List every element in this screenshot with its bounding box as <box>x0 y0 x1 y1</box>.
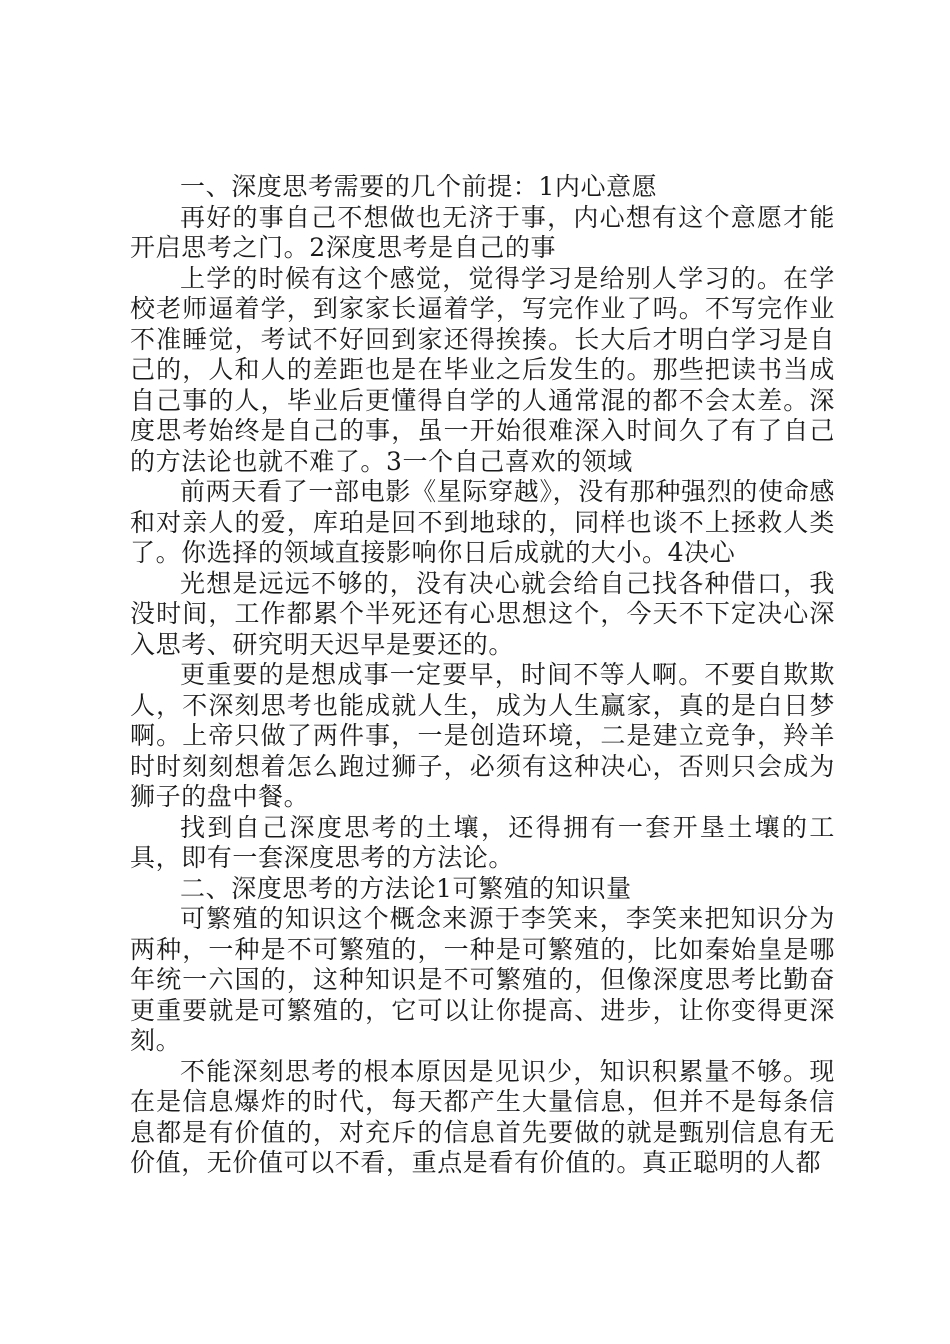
paragraph: 再好的事自己不想做也无济于事，内心想有这个意愿才能开启思考之门。2深度思考是自己的事 <box>130 202 835 262</box>
paragraph: 光想是远远不够的，没有决心就会给自己找各种借口，我没时间，工作都累个半死还有心思想这个，今天不下定决心深入思考、研究明天迟早是要还的。 <box>130 568 835 659</box>
paragraph: 上学的时候有这个感觉，觉得学习是给别人学习的。在学校老师逼着学，到家家长逼着学，写完作业了吗。不写完作业不准睡觉，考试不好回到家还得挨揍。长大后才明白学习是自己的，人和人的差距也是在毕业之后发生的。那些把读书当成自己事的人，毕业后更懂得自学的人通常混的都不会太差。深度思考始终是自己的事，虽一开始很难深入时间久了有了自己的方法论也就不难了。3一个自己喜欢的领域 <box>130 263 835 476</box>
paragraph: 找到自己深度思考的土壤，还得拥有一套开垦土壤的工具，即有一套深度思考的方法论。 <box>130 812 835 872</box>
section-heading-2: 二、深度思考的方法论1可繁殖的知识量 <box>180 873 632 903</box>
section-heading-1: 一、深度思考需要的几个前提：1内心意愿 <box>180 172 658 201</box>
document-body <box>130 172 835 1179</box>
paragraph: 不能深刻思考的根本原因是见识少，知识积累量不够。现在是信息爆炸的时代，每天都产生大量信息，但并不是每条信息都是有价值的，对充斥的信息首先要做的就是甄别信息有无价值，无价值可以不看，重点是看有价值的。真正聪明的人都 <box>130 1056 835 1177</box>
paragraph: 前两天看了一部电影《星际穿越》，没有那种强烈的使命感和对亲人的爱，库珀是回不到地球的，同样也谈不上拯救人类了。你选择的领域直接影响你日后成就的大小。4决心 <box>130 477 835 567</box>
paragraph: 可繁殖的知识这个概念来源于李笑来，李笑来把知识分为两种，一种是不可繁殖的，一种是可繁殖的，比如秦始皇是哪年统一六国的，这种知识是不可繁殖的，但像深度思考比勤奋更重要就是可繁殖的，它可以让你提高、进步，让你变得更深刻。 <box>130 904 835 1055</box>
paragraph: 更重要的是想成事一定要早，时间不等人啊。不要自欺欺人，不深刻思考也能成就人生，成为人生赢家，真的是白日梦啊。上帝只做了两件事，一是创造环境，二是建立竞争，羚羊时时刻刻想着怎么跑过狮子，必须有这种决心，否则只会成为狮子的盘中餐。 <box>130 660 835 811</box>
